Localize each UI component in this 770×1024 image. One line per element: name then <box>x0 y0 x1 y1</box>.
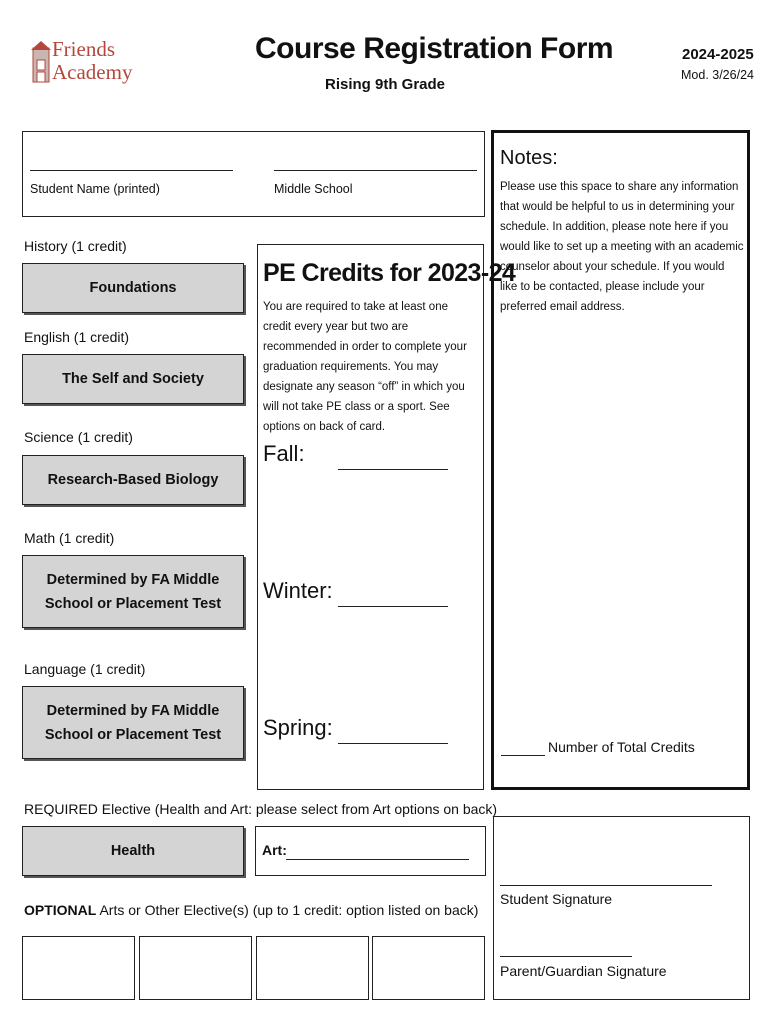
science-heading: Science (1 credit) <box>24 429 133 445</box>
science-course: Research-Based Biology <box>22 455 244 505</box>
modified-date: Mod. 3/26/24 <box>681 68 754 82</box>
page-subtitle: Rising 9th Grade <box>324 76 446 93</box>
optional-elective-heading <box>24 902 478 918</box>
pe-winter-field[interactable] <box>338 606 448 607</box>
signatures-box <box>493 816 750 1000</box>
pe-spring-label: Spring: <box>263 715 333 740</box>
pe-fall-label: Fall: <box>263 441 305 466</box>
history-heading: History (1 credit) <box>24 238 127 254</box>
math-course: Determined by FA Middle School or Placement Test <box>22 555 244 628</box>
optional-elective-slot-2[interactable] <box>139 936 252 1000</box>
pe-winter-label: Winter: <box>263 578 333 603</box>
optional-rest: Arts or Other Elective(s) (up to 1 credit: option listed on back) <box>96 902 479 918</box>
parent-signature-line[interactable] <box>500 956 632 957</box>
english-heading: English (1 credit) <box>24 329 130 345</box>
language-heading: Language (1 credit) <box>24 661 146 677</box>
pe-title: PE Credits for 2023-24 <box>263 259 516 287</box>
middle-school-label: Middle School <box>274 182 353 196</box>
art-field-line[interactable] <box>286 859 469 860</box>
logo-line-1: Friends <box>52 37 115 61</box>
pe-description: You are required to take at least one credit every year but two are recommended in order to complete your graduation requirements. You may designate any season “off” in which you will not take PE class or a sport. See options on back of card. <box>263 301 467 433</box>
language-course: Determined by FA Middle School or Placement Test <box>22 686 244 759</box>
total-credits-field[interactable] <box>501 755 545 756</box>
logo-line-2: Academy <box>52 60 133 84</box>
pe-spring-field[interactable] <box>338 743 448 744</box>
parent-signature-label: Parent/Guardian Signature <box>500 963 667 979</box>
student-signature-label: Student Signature <box>500 891 613 907</box>
optional-elective-slot-3[interactable] <box>256 936 369 1000</box>
middle-school-field[interactable] <box>274 170 477 171</box>
required-elective-heading: REQUIRED Elective (Health and Art: please select from Art options on back) <box>24 801 498 817</box>
total-credits-label: Number of Total Credits <box>548 739 695 755</box>
student-info-box <box>22 131 485 217</box>
pe-credits-box <box>257 244 516 790</box>
student-name-field[interactable] <box>30 170 233 171</box>
notes-instructions: Please use this space to share any information that would be helpful to us in determining your schedule. In addition, please note here if you would like to set up a meeting with an academic counselor about your schedule. If you would like to be contacted, please include your preferred email address. <box>500 181 744 313</box>
student-signature-line[interactable] <box>500 885 712 886</box>
math-heading: Math (1 credit) <box>24 530 115 546</box>
school-year: 2024-2025 <box>682 46 754 63</box>
art-field-box[interactable] <box>255 826 486 876</box>
optional-elective-slot-4[interactable] <box>372 936 485 1000</box>
pe-fall-field[interactable] <box>338 469 448 470</box>
english-course: The Self and Society <box>22 354 244 404</box>
art-label: Art: <box>262 842 287 858</box>
notes-title: Notes: <box>500 147 558 169</box>
health-course: Health <box>22 826 244 876</box>
optional-bold: OPTIONAL <box>24 902 97 918</box>
notes-box[interactable] <box>491 130 750 790</box>
student-name-label: Student Name (printed) <box>30 182 160 196</box>
history-course: Foundations <box>22 263 244 313</box>
page-title: Course Registration Form <box>255 32 614 65</box>
optional-elective-slot-1[interactable] <box>22 936 135 1000</box>
